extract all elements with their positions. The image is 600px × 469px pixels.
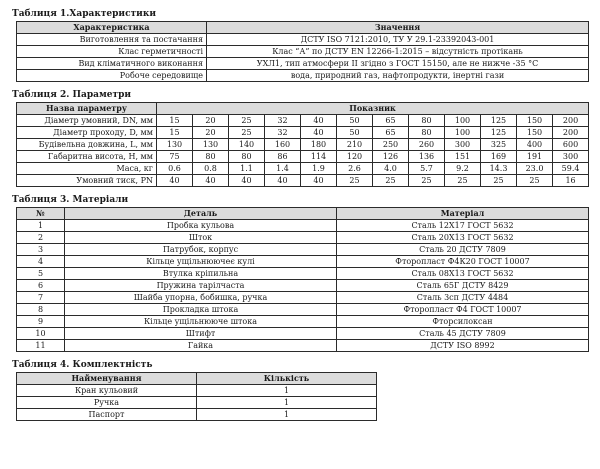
part-name: Штифт [65, 328, 337, 340]
parameter-value: 50 [337, 127, 373, 139]
parameter-value: 5.7 [409, 163, 445, 175]
row-number: 6 [17, 280, 65, 292]
part-name: Кільце ущільнюючеє кулі [65, 256, 337, 268]
table-row [17, 34, 589, 46]
table-header-row [17, 22, 589, 34]
item-name: Кран кульовий [17, 385, 197, 397]
parameter-value: 86 [265, 151, 301, 163]
characteristic-name: Виготовлення та постачання [17, 34, 207, 46]
material-name: Сталь 3сп ДСТУ 4484 [337, 292, 589, 304]
table-row [17, 397, 377, 409]
parameter-value: 400 [517, 139, 553, 151]
parameter-value: 151 [445, 151, 481, 163]
parameter-value: 150 [517, 127, 553, 139]
parameter-value: 114 [301, 151, 337, 163]
row-number: 7 [17, 292, 65, 304]
parameter-value: 325 [481, 139, 517, 151]
parameter-value: 25 [481, 175, 517, 187]
parameter-value: 136 [409, 151, 445, 163]
parameter-value: 250 [373, 139, 409, 151]
table-row [17, 70, 589, 82]
material-name: Сталь 20 ДСТУ 7809 [337, 244, 589, 256]
parameter-value: 150 [517, 115, 553, 127]
material-name: Сталь 45 ДСТУ 7809 [337, 328, 589, 340]
parameter-value: 120 [337, 151, 373, 163]
column-header: Деталь [65, 208, 337, 220]
characteristic-name: Клас герметичності [17, 46, 207, 58]
parameter-value: 40 [157, 175, 193, 187]
parameter-name: Будівельна довжина, L, мм [17, 139, 157, 151]
parameter-value: 9.2 [445, 163, 481, 175]
table-row [17, 316, 589, 328]
table-row [17, 328, 589, 340]
material-name: Сталь 08Х13 ГОСТ 5632 [337, 268, 589, 280]
parameter-value: 130 [157, 139, 193, 151]
parameter-value: 4.0 [373, 163, 409, 175]
material-name: Фторсилоксан [337, 316, 589, 328]
characteristic-name: Вид кліматичного виконання [17, 58, 207, 70]
row-number: 8 [17, 304, 65, 316]
table-row [17, 280, 589, 292]
item-quantity: 1 [197, 397, 377, 409]
row-number: 2 [17, 232, 65, 244]
row-number: 1 [17, 220, 65, 232]
parameter-value: 0.6 [157, 163, 193, 175]
parameter-value: 160 [265, 139, 301, 151]
parameter-value: 180 [301, 139, 337, 151]
parameter-value: 600 [553, 139, 589, 151]
parameter-value: 200 [553, 127, 589, 139]
completeness-table [16, 372, 377, 421]
parameter-value: 130 [193, 139, 229, 151]
part-name: Шток [65, 232, 337, 244]
parameter-value: 80 [229, 151, 265, 163]
part-name: Шайба упорна, бобишка, ручка [65, 292, 337, 304]
materials-table [16, 207, 589, 352]
parameter-value: 300 [445, 139, 481, 151]
parameter-value: 40 [193, 175, 229, 187]
column-header: Значення [207, 22, 589, 34]
table-row [17, 115, 589, 127]
row-number: 3 [17, 244, 65, 256]
table-row [17, 46, 589, 58]
parameter-value: 40 [301, 127, 337, 139]
table-row [17, 292, 589, 304]
table1-caption: Таблиця 1.Характеристики [12, 9, 156, 19]
parameter-value: 65 [373, 115, 409, 127]
table-row [17, 256, 589, 268]
parameter-value: 25 [409, 175, 445, 187]
parameter-value: 260 [409, 139, 445, 151]
parameter-value: 23.0 [517, 163, 553, 175]
table-row [17, 232, 589, 244]
parameter-value: 169 [481, 151, 517, 163]
row-number: 10 [17, 328, 65, 340]
parameter-name: Умовний тиск, PN [17, 175, 157, 187]
parameter-value: 100 [445, 127, 481, 139]
material-name: Фторопласт Ф4К20 ГОСТ 10007 [337, 256, 589, 268]
parameter-name: Діаметр умовний, DN, мм [17, 115, 157, 127]
part-name: Втулка кріпильна [65, 268, 337, 280]
column-header: Найменування [17, 373, 197, 385]
row-number: 4 [17, 256, 65, 268]
row-number: 5 [17, 268, 65, 280]
parameter-value: 20 [193, 127, 229, 139]
table-row [17, 220, 589, 232]
parameter-value: 25 [373, 175, 409, 187]
parameter-value: 25 [229, 127, 265, 139]
parameter-value: 65 [373, 127, 409, 139]
column-header: Назва параметру [17, 103, 157, 115]
parameter-value: 20 [193, 115, 229, 127]
table-row [17, 268, 589, 280]
item-name: Ручка [17, 397, 197, 409]
parameter-value: 140 [229, 139, 265, 151]
parameter-value: 125 [481, 127, 517, 139]
row-number: 9 [17, 316, 65, 328]
parameter-value: 210 [337, 139, 373, 151]
item-quantity: 1 [197, 385, 377, 397]
table-row [17, 127, 589, 139]
table-row [17, 340, 589, 352]
part-name: Патрубок, корпус [65, 244, 337, 256]
parameter-value: 15 [157, 115, 193, 127]
parameter-value: 1.4 [265, 163, 301, 175]
parameter-name: Маса, кг [17, 163, 157, 175]
parameter-value: 0.8 [193, 163, 229, 175]
characteristic-value: вода, природний газ, нафтопродукти, інертні гази [207, 70, 589, 82]
material-name: Сталь 12Х17 ГОСТ 5632 [337, 220, 589, 232]
parameter-value: 126 [373, 151, 409, 163]
parameter-value: 191 [517, 151, 553, 163]
table-row [17, 139, 589, 151]
parameter-value: 40 [229, 175, 265, 187]
parameter-value: 40 [301, 115, 337, 127]
part-name: Пробка кульова [65, 220, 337, 232]
column-header: Кількість [197, 373, 377, 385]
table-row [17, 385, 377, 397]
table-row [17, 304, 589, 316]
part-name: Прокладка штока [65, 304, 337, 316]
parameter-value: 1.9 [301, 163, 337, 175]
column-header: Показник [157, 103, 589, 115]
parameter-value: 40 [265, 175, 301, 187]
characteristics-table [16, 21, 589, 82]
table4-caption: Таблиця 4. Комплектність [12, 360, 153, 370]
column-header: Характеристика [17, 22, 207, 34]
table-header-row [17, 208, 589, 220]
column-header: № [17, 208, 65, 220]
parameter-name: Габаритна висота, H, мм [17, 151, 157, 163]
parameter-value: 200 [553, 115, 589, 127]
table-row [17, 151, 589, 163]
table3-caption: Таблиця 3. Матеріали [12, 195, 129, 205]
part-name: Пружина тарілчаста [65, 280, 337, 292]
characteristic-value: ДСТУ ISO 7121:2010, ТУ У 29.1-23392043-001 [207, 34, 589, 46]
table-header-row [17, 103, 589, 115]
parameter-value: 80 [409, 115, 445, 127]
parameter-value: 59.4 [553, 163, 589, 175]
parameters-table [16, 102, 589, 187]
parameter-value: 14.3 [481, 163, 517, 175]
item-name: Паспорт [17, 409, 197, 421]
parameter-value: 100 [445, 115, 481, 127]
table-row [17, 175, 589, 187]
parameter-value: 25 [445, 175, 481, 187]
parameter-value: 32 [265, 127, 301, 139]
material-name: Сталь 65Г ДСТУ 8429 [337, 280, 589, 292]
material-name: Сталь 20Х13 ГОСТ 5632 [337, 232, 589, 244]
parameter-value: 1.1 [229, 163, 265, 175]
parameter-value: 2.6 [337, 163, 373, 175]
parameter-value: 25 [229, 115, 265, 127]
characteristic-value: Клас “А” по ДСТУ EN 12266-1:2015 – відсутність протікань [207, 46, 589, 58]
part-name: Гайка [65, 340, 337, 352]
parameter-value: 25 [337, 175, 373, 187]
parameter-value: 25 [517, 175, 553, 187]
table-header-row [17, 373, 377, 385]
item-quantity: 1 [197, 409, 377, 421]
parameter-value: 15 [157, 127, 193, 139]
parameter-value: 32 [265, 115, 301, 127]
table-row [17, 244, 589, 256]
parameter-value: 50 [337, 115, 373, 127]
characteristic-name: Робоче середовище [17, 70, 207, 82]
parameter-value: 80 [193, 151, 229, 163]
column-header: Матеріал [337, 208, 589, 220]
parameter-value: 75 [157, 151, 193, 163]
parameter-value: 125 [481, 115, 517, 127]
table-row [17, 409, 377, 421]
parameter-value: 40 [301, 175, 337, 187]
parameter-value: 16 [553, 175, 589, 187]
table-row [17, 163, 589, 175]
table2-caption: Таблиця 2. Параметри [12, 90, 132, 100]
material-name: Фторопласт Ф4 ГОСТ 10007 [337, 304, 589, 316]
parameter-name: Діаметр проходу, D, мм [17, 127, 157, 139]
characteristic-value: УХЛ1, тип атмосфери ІІ згідно з ГОСТ 15150, але не нижче -35 °С [207, 58, 589, 70]
parameter-value: 80 [409, 127, 445, 139]
material-name: ДСТУ ISO 8992 [337, 340, 589, 352]
part-name: Кільце ущільнююче штока [65, 316, 337, 328]
table-row [17, 58, 589, 70]
row-number: 11 [17, 340, 65, 352]
parameter-value: 300 [553, 151, 589, 163]
